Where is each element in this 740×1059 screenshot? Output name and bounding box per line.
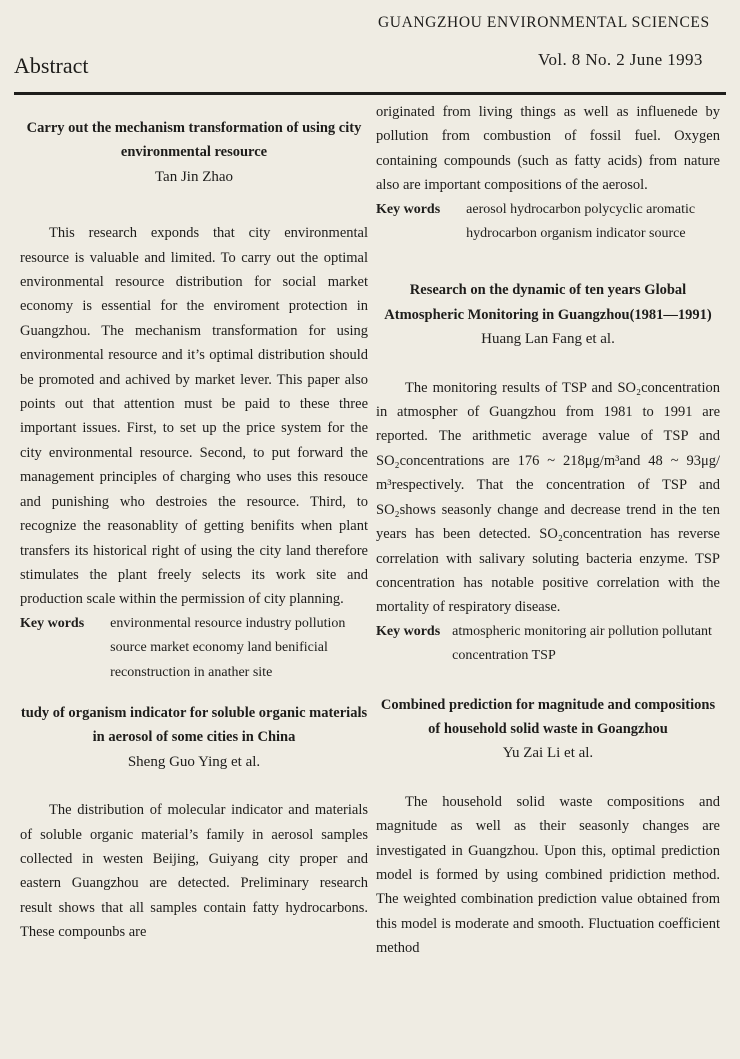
header-rule [14, 92, 726, 95]
article-4-abstract: The household solid waste compositions and magnitude as well as their seasonly changes are investigated in Guangzhou. Upon this, optimal prediction model is formed by using combined pridiction method. The weighted combination prediction value obtained from this model is moderate and smooth. Fluctuation coefficient method [376, 793, 720, 957]
journal-name: GUANGZHOU ENVIRONMENTAL SCIENCES [378, 14, 710, 31]
keywords-label: Key words [376, 201, 441, 217]
right-column [376, 100, 720, 961]
article-1-abstract: This research exponds that city environmental resource is valuable and limited. To carry out the optimal environmental resource distribution for social market economy is essential for the enviroment protection in Guangzhou. The mechanism transformation for using environmental resource and it’s optimal distribution should be promoted and achived by market lever. This paper also points out that attention must be paid to these three important issues. First, to set up the price system for the city environmental resource. Second, to put forward the management principles of charging who uses this resouce and punishing who destroies the resource. Third, to recognize the reasonablity of getting benifits when plant transfers its historical right of using the city land therefore stimulates the plant freely selects its work site and production scale within the permission of city planning. [20, 225, 368, 608]
article-4-title: Combined prediction for magnitude and compositions of household solid waste in Goangzhou [380, 696, 716, 737]
article-2-title: tudy of organism indicator for soluble organic materials in aerosol of some cities in China [20, 704, 368, 746]
keywords-label: Key words [376, 623, 441, 639]
keywords-list: aerosol hydrocarbon polycyclic aromatic hydrocarbon organism indicator source [466, 201, 696, 242]
article-1-keywords [20, 612, 368, 685]
keywords-list: atmospheric monitoring air pollution pollutant concentration TSP [452, 623, 712, 664]
article-2-abstract-continued: originated from living things as well as influenede by pollution from combustion of fossil fuel. Oxygen containing compounds (such as fatty acids) from nature also are important compositions of the aerosol. [376, 104, 720, 194]
volume-info: Vol. 8 No. 2 June 1993 [538, 50, 703, 69]
article-4-author: Yu Zai Li et al. [502, 745, 594, 762]
left-column [20, 100, 368, 945]
article-3-abstract: The monitoring results of TSP and SO₂concentration in atmospher of Guangzhou from 1981 to 1991 are reported. The arithmetic average value of TSP and SO₂concentrations are 176 ~ 218μg/m³and 48 ~ 93μg/ m³respectively. That the concentration of TSP and SO₂shows seasonly change and decrease trend in the ten years has been detected. SO₂concentration has reverse correlation with salivary soluting bacteria enzyme. TSP concentration has notable positive correlation with the mortality of respiratory disease. [376, 379, 720, 616]
article-2-keywords [376, 198, 720, 247]
keywords-label: Key words [20, 615, 85, 631]
section-heading: Abstract [14, 53, 89, 78]
keywords-list: environmental resource industry pollution source market economy land benificial reconstruction in anather site [110, 615, 346, 680]
article-3-title: Research on the dynamic of ten years Global Atmospheric Monitoring in Guangzhou(1981—1991) [384, 282, 712, 323]
article-2-abstract: The distribution of molecular indicator and materials of soluble organic material’s family in aerosol samples collected in westen Beijing, Guiyang city proper and eastern Guangzhou are detected. Preliminary research result shows that all samples contain fatty hydrocarbons. These compounbs are [20, 802, 368, 941]
article-1-title: Carry out the mechanism transformation of using city environmental resource [26, 120, 362, 161]
article-1-author: Tan Jin Zhao [154, 168, 234, 185]
article-3-author: Huang Lan Fang et al. [481, 331, 615, 348]
article-2-author: Sheng Guo Ying et al. [127, 753, 261, 770]
article-3-keywords [376, 620, 720, 669]
